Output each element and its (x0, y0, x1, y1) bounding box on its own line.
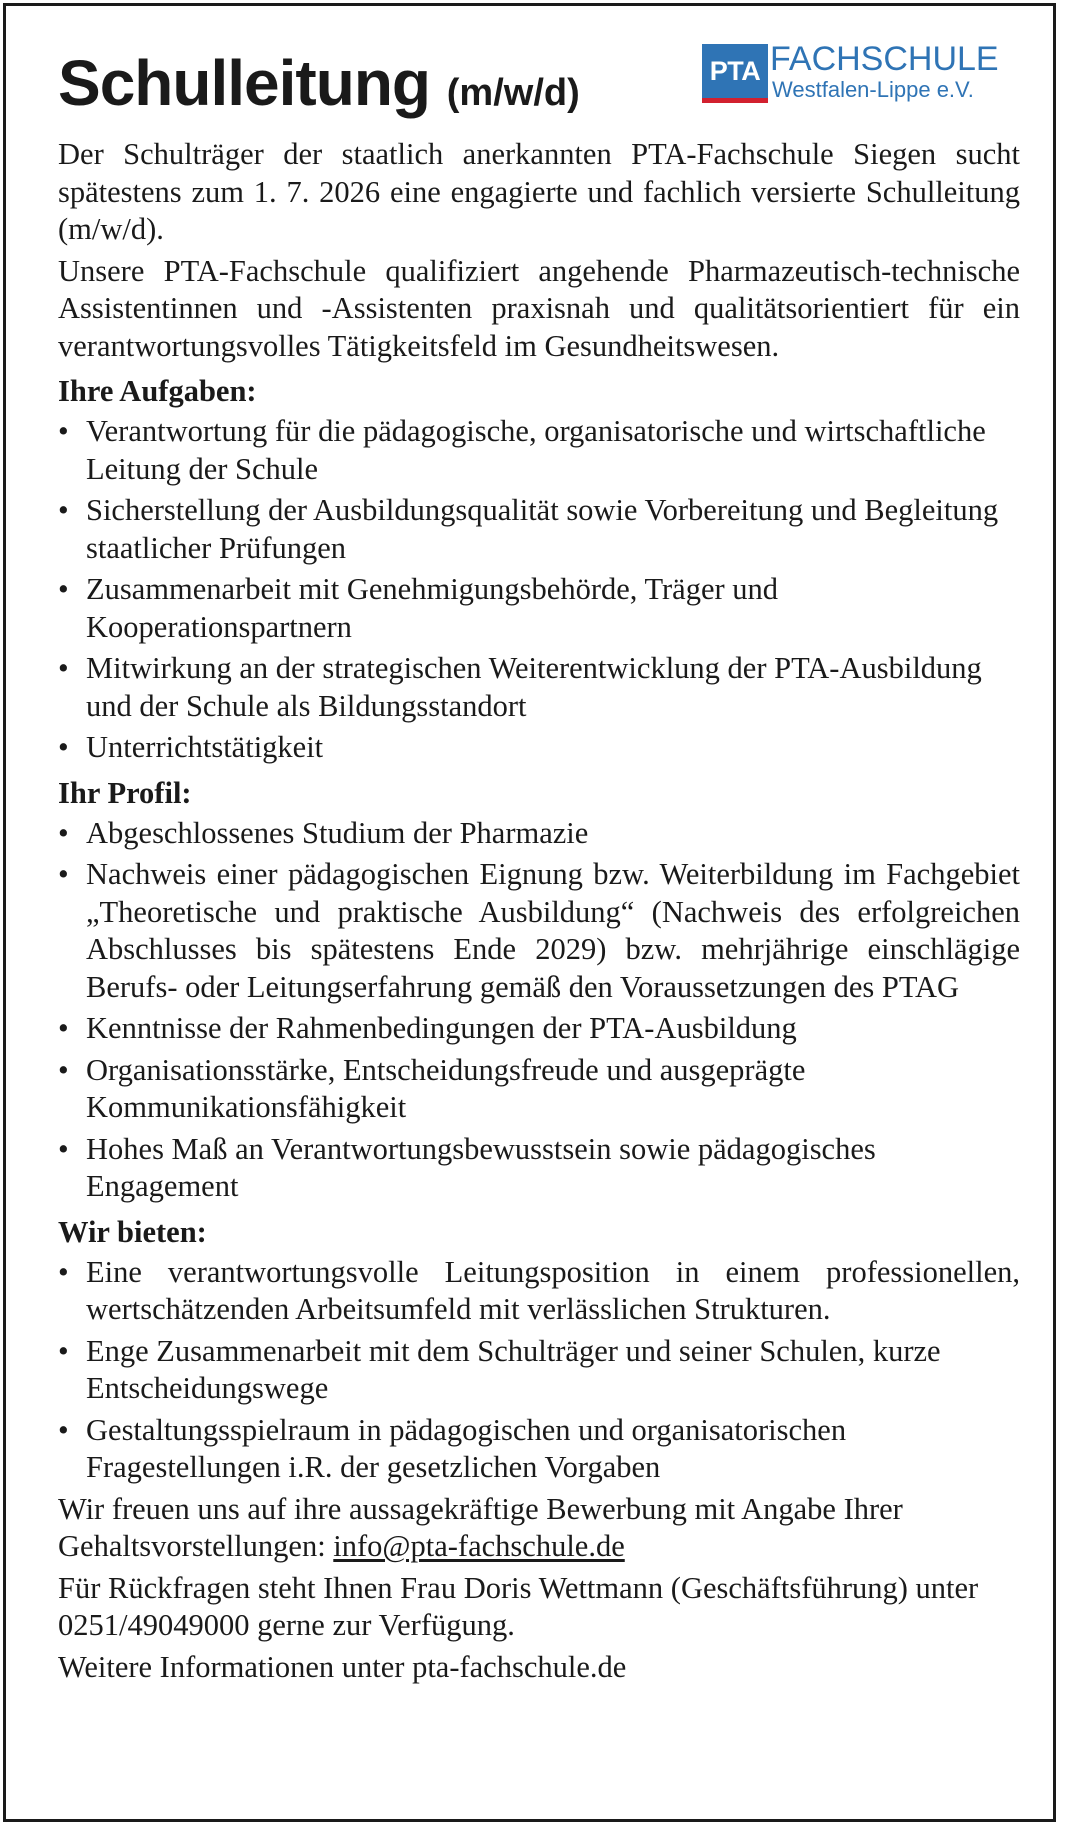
bullet-icon: • (58, 1333, 69, 1368)
ad-header (58, 40, 1020, 136)
list-item-text: Sicherstellung der Ausbildungsqualität sowie Vorbereitung und Begleitung staatlicher Prüfungen (86, 493, 999, 565)
intro-paragraph-2: Unsere PTA-Fachschule qualifiziert angehende Pharmazeutisch-technische Assistentinnen und -Assistenten praxisnah und qualitätsorientiert für ein verantwortungsvolles Tätigkeitsfeld im Gesundheitswesen. (58, 253, 1020, 363)
list-item (58, 1254, 1020, 1329)
page-title (58, 44, 580, 132)
logo-badge (702, 44, 768, 103)
list-item (58, 1333, 1020, 1408)
list-item (58, 1131, 1020, 1206)
bullet-icon: • (58, 1254, 69, 1289)
section-heading-profil: Ihr Profil: (58, 775, 192, 810)
logo-badge-text: PTA (709, 56, 761, 86)
list-item-text: Unterrichtstätigkeit (86, 730, 324, 764)
email-link[interactable]: info@pta-fachschule.de (333, 1529, 625, 1563)
ad-frame (3, 3, 1056, 1822)
bullet-icon: • (58, 1131, 69, 1166)
list-item (58, 413, 1020, 488)
list-bieten (58, 1254, 1020, 1487)
apply-text: Wir freuen uns auf ihre aussagekräftige Bewerbung mit Angabe Ihrer Gehaltsvorstellungen: (58, 1491, 903, 1563)
list-item (58, 1010, 1020, 1048)
bullet-icon: • (58, 414, 69, 448)
list-item (58, 650, 1020, 725)
list-profil (58, 815, 1020, 1206)
list-item-text: Gestaltungsspielraum in pädagogischen und organisatorischen Fragestellungen i.R. der gesetzlichen Vorgaben (86, 1412, 847, 1484)
list-item (58, 1052, 1020, 1127)
bullet-icon: • (58, 493, 69, 527)
bullet-icon: • (58, 730, 69, 764)
list-item-text: Abgeschlossenes Studium der Pharmazie (86, 815, 589, 850)
bullet-icon: • (58, 1011, 69, 1045)
section-heading-bieten: Wir bieten: (58, 1214, 207, 1249)
list-item-text: Verantwortung für die pädagogische, organisatorische und wirtschaftliche Leitung der Schule (86, 414, 986, 486)
list-item (58, 856, 1020, 1006)
list-item-text: Eine verantwortungsvolle Leitungsposition in einem professionellen, wertschätzenden Arbeitsumfeld mit verlässlichen Strukturen. (86, 1254, 1020, 1326)
logo-badge-red-stripe (702, 98, 768, 103)
list-item-text: Zusammenarbeit mit Genehmigungsbehörde, Träger und Kooperationspartnern (86, 572, 779, 644)
title-suffix: (m/w/d) (446, 72, 580, 114)
closing-more-info: Weitere Informationen unter pta-fachschule.de (58, 1649, 627, 1684)
list-item (58, 492, 1020, 567)
logo-line2: Westfalen-Lippe e.V. (772, 77, 974, 102)
job-ad-content (58, 40, 1020, 1686)
list-item (58, 571, 1020, 646)
list-aufgaben (58, 413, 1020, 767)
section-heading-aufgaben: Ihre Aufgaben: (58, 374, 257, 408)
bullet-icon: • (58, 572, 69, 606)
bullet-icon: • (58, 815, 69, 850)
list-item (58, 815, 1020, 853)
closing-apply (58, 1491, 1020, 1566)
list-item-text: Hohes Maß an Verantwortungsbewusstsein sowie pädagogisches Engagement (86, 1131, 876, 1203)
bullet-icon: • (58, 1412, 69, 1447)
bullet-icon: • (58, 857, 69, 891)
list-item-text: Enge Zusammenarbeit mit dem Schulträger und seiner Schulen, kurze Entscheidungswege (86, 1333, 941, 1405)
list-item-text: Nachweis einer pädagogischen Eignung bzw. Weiterbildung im Fachgebiet „Theoretische und praktische Ausbildung“ (Nachweis des erfolgreichen Abschlusses bis spätestens Ende 2029) bzw. mehrjährige einschlägige Berufs- oder Leitungserfahrung gemäß den Voraussetzungen des PTAG (86, 857, 1020, 1004)
list-item (58, 729, 1020, 767)
list-item-text: Kenntnisse der Rahmenbedingungen der PTA-Ausbildung (86, 1011, 797, 1045)
intro-paragraph-1: Der Schulträger der staatlich anerkannten PTA-Fachschule Siegen sucht spätestens zum 1. 7. 2026 eine engagierte und fachlich versierte Schulleitung (m/w/d). (58, 137, 1020, 246)
list-item (58, 1412, 1020, 1487)
list-item-text: Mitwirkung an der strategischen Weiterentwicklung der PTA-Ausbildung und der Schule als Bildungsstandort (86, 651, 982, 723)
logo-line1: FACHSCHULE (770, 40, 999, 78)
bullet-icon: • (58, 651, 69, 685)
bullet-icon: • (58, 1052, 69, 1087)
closing-contact: Für Rückfragen steht Ihnen Frau Doris Wettmann (Geschäftsführung) unter 0251/49049000 gerne zur Verfügung. (58, 1570, 979, 1642)
title-main: Schulleitung (58, 47, 430, 119)
pta-fachschule-logo (702, 40, 1020, 104)
list-item-text: Organisationsstärke, Entscheidungsfreude und ausgeprägte Kommunikationsfähigkeit (86, 1052, 806, 1124)
